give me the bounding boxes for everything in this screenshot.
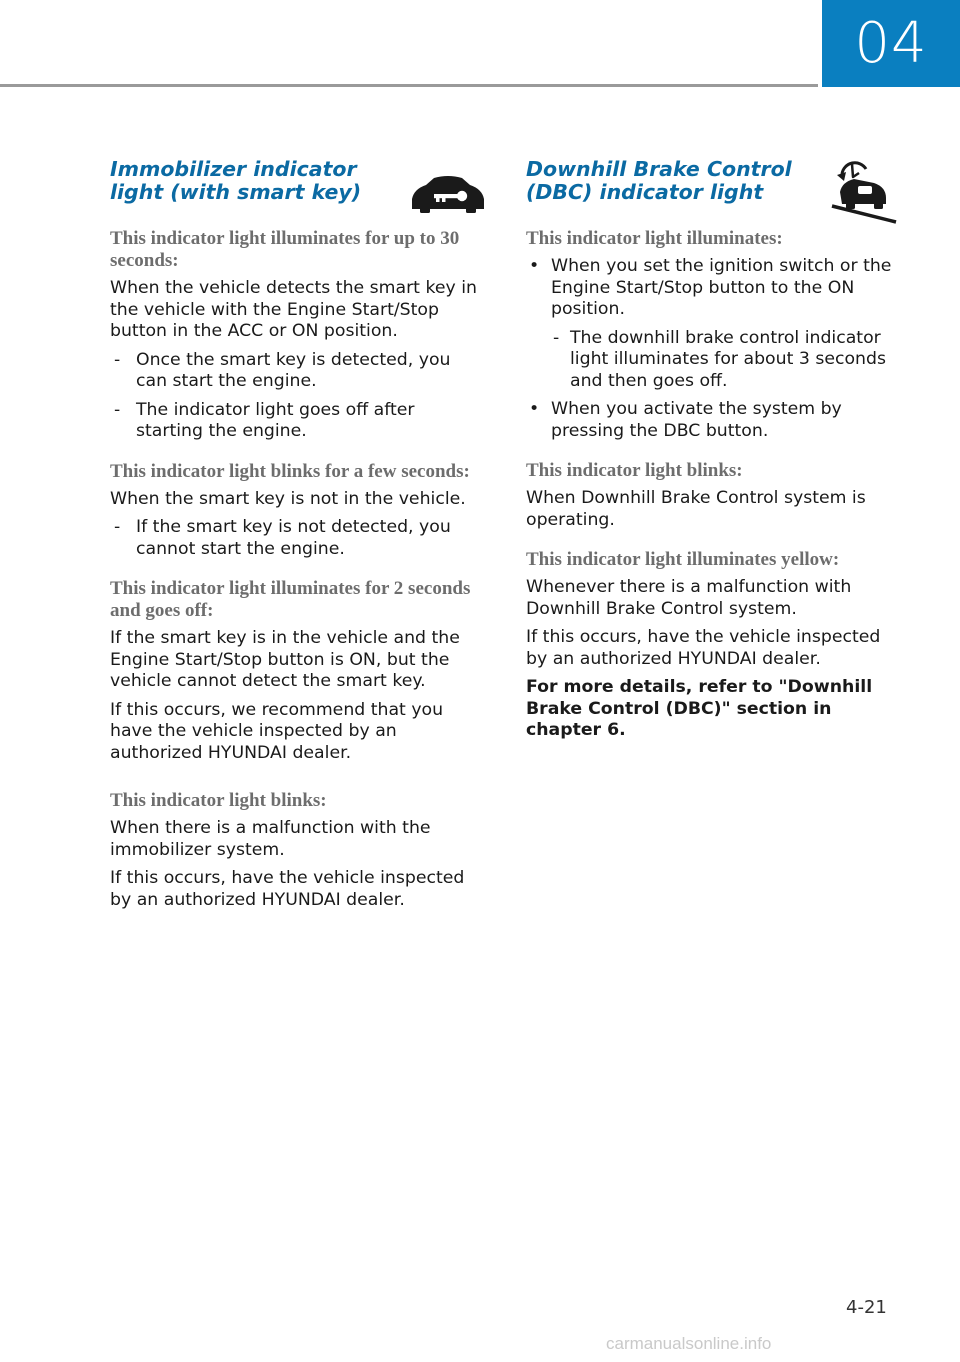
subheading: This indicator light blinks: — [110, 790, 327, 811]
subheading: This indicator light illuminates for 2 seconds and goes off: — [110, 578, 471, 621]
subheading: This indicator light illuminates for up to 30 seconds: — [110, 228, 460, 271]
immobilizer-title: Immobilizer indicator light (with smart key) — [110, 157, 362, 204]
header-rule — [0, 84, 818, 87]
subheading: This indicator light illuminates: — [526, 228, 783, 249]
list-item: - The downhill brake control indicator light illuminates for about 3 seconds and then goes off. — [551, 328, 904, 393]
subheading: This indicator light blinks for a few seconds: — [110, 460, 470, 482]
dbc-section — [526, 158, 904, 749]
list-item: - The indicator light goes off after starting the engine. — [110, 400, 482, 443]
dbc-header — [526, 158, 904, 228]
smart-key-car-icon — [410, 175, 486, 215]
dbc-title: Downhill Brake Control (DBC) indicator light — [526, 157, 792, 204]
immobilizer-section — [110, 158, 482, 918]
paragraph: If this occurs, have the vehicle inspected by an authorized HYUNDAI dealer. — [526, 627, 881, 669]
paragraph: When the vehicle detects the smart key in the vehicle with the Engine Start/Stop button in the ACC or ON position. — [110, 278, 477, 341]
dash-list — [110, 517, 482, 560]
list-item: - If the smart key is not detected, you cannot start the engine. — [110, 517, 482, 560]
paragraph: If the smart key is in the vehicle and the Engine Start/Stop button is ON, but the vehicle cannot detect the smart key. — [110, 628, 460, 691]
list-item: • When you activate the system by pressing the DBC button. — [526, 399, 904, 442]
paragraph: When Downhill Brake Control system is operating. — [526, 488, 866, 530]
bullet-list — [526, 256, 904, 442]
paragraph: If this occurs, have the vehicle inspected by an authorized HYUNDAI dealer. — [110, 868, 465, 910]
dash-list — [110, 350, 482, 443]
page-number: 4-21 — [846, 1297, 887, 1318]
list-item-text: When you set the ignition switch or the Engine Start/Stop button to the ON position. — [551, 256, 892, 319]
subheading: This indicator light illuminates yellow: — [526, 549, 840, 570]
downhill-brake-control-icon — [828, 160, 898, 224]
dash-list — [551, 328, 904, 393]
paragraph: When there is a malfunction with the immobilizer system. — [110, 818, 431, 860]
paragraph: Whenever there is a malfunction with Downhill Brake Control system. — [526, 577, 852, 619]
chapter-tab: 04 — [822, 0, 960, 87]
paragraph: When the smart key is not in the vehicle. — [110, 488, 466, 509]
watermark: carmanualsonline.info — [606, 1334, 772, 1353]
subheading: This indicator light blinks: — [526, 460, 743, 481]
reference-note: For more details, refer to "Downhill Brake Control (DBC)" section in chapter 6. — [526, 677, 873, 740]
list-item: - Once the smart key is detected, you can start the engine. — [110, 350, 482, 393]
immobilizer-header — [110, 158, 482, 228]
paragraph: If this occurs, we recommend that you have the vehicle inspected by an authorized HYUNDAI dealer. — [110, 699, 444, 763]
list-item — [526, 256, 904, 392]
